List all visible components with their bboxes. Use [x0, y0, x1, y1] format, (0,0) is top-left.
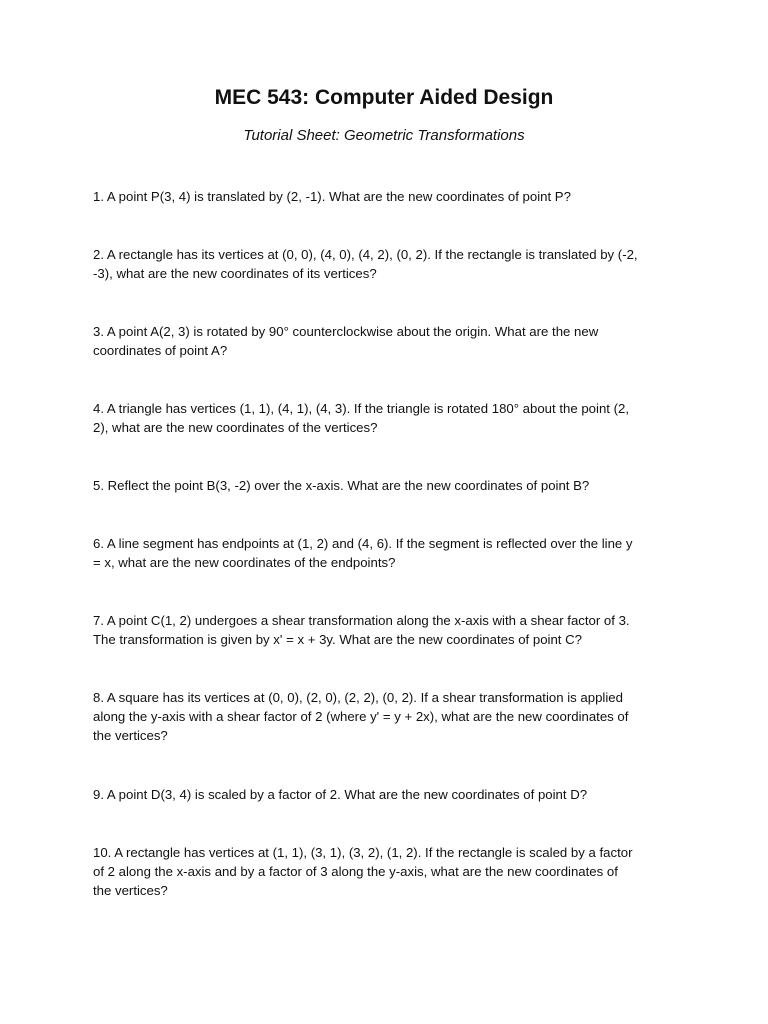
- question-7: [93, 611, 683, 649]
- page-subtitle: Tutorial Sheet: Geometric Transformations: [243, 127, 525, 144]
- question-line: 2), what are the new coordinates of the vertices?: [93, 420, 378, 435]
- question-line: 2. A rectangle has its vertices at (0, 0), (4, 0), (4, 2), (0, 2). If the rectangle is translated by (-2,: [93, 247, 638, 262]
- question-line: 1. A point P(3, 4) is translated by (2, -1). What are the new coordinates of point P?: [93, 189, 571, 204]
- question-2: [93, 245, 683, 283]
- question-8: [93, 688, 683, 745]
- question-line: 9. A point D(3, 4) is scaled by a factor of 2. What are the new coordinates of point D?: [93, 787, 588, 802]
- question-line: 3. A point A(2, 3) is rotated by 90° counterclockwise about the origin. What are the new: [93, 324, 599, 339]
- question-line: 7. A point C(1, 2) undergoes a shear transformation along the x-axis with a shear factor of 3.: [93, 613, 630, 628]
- question-line: 8. A square has its vertices at (0, 0), (2, 0), (2, 2), (0, 2). If a shear transformation is applied: [93, 690, 623, 705]
- question-line: The transformation is given by x' = x + 3y. What are the new coordinates of point C?: [93, 632, 582, 647]
- question-line: -3), what are the new coordinates of its vertices?: [93, 266, 377, 281]
- question-10: [93, 843, 683, 900]
- question-line: of 2 along the x-axis and by a factor of 3 along the y-axis, what are the new coordinates of: [93, 864, 618, 879]
- question-9: [93, 785, 683, 804]
- question-line: 10. A rectangle has vertices at (1, 1), (3, 1), (3, 2), (1, 2). If the rectangle is scaled by a factor: [93, 845, 633, 860]
- question-line: 4. A triangle has vertices (1, 1), (4, 1), (4, 3). If the triangle is rotated 180° about the point (2,: [93, 401, 629, 416]
- question-6: [93, 534, 683, 572]
- question-line: coordinates of point A?: [93, 343, 228, 358]
- question-4: [93, 399, 683, 437]
- page-title: MEC 543: Computer Aided Design: [214, 86, 554, 109]
- question-1: [93, 187, 683, 206]
- question-3: [93, 322, 683, 360]
- question-line: along the y-axis with a shear factor of 2 (where y' = y + 2x), what are the new coordinates of: [93, 709, 629, 724]
- question-line: 5. Reflect the point B(3, -2) over the x-axis. What are the new coordinates of point B?: [93, 478, 590, 493]
- question-line: the vertices?: [93, 883, 168, 898]
- question-line: 6. A line segment has endpoints at (1, 2) and (4, 6). If the segment is reflected over the line y: [93, 536, 633, 551]
- question-line: = x, what are the new coordinates of the endpoints?: [93, 555, 396, 570]
- question-line: the vertices?: [93, 728, 168, 743]
- question-5: [93, 476, 683, 495]
